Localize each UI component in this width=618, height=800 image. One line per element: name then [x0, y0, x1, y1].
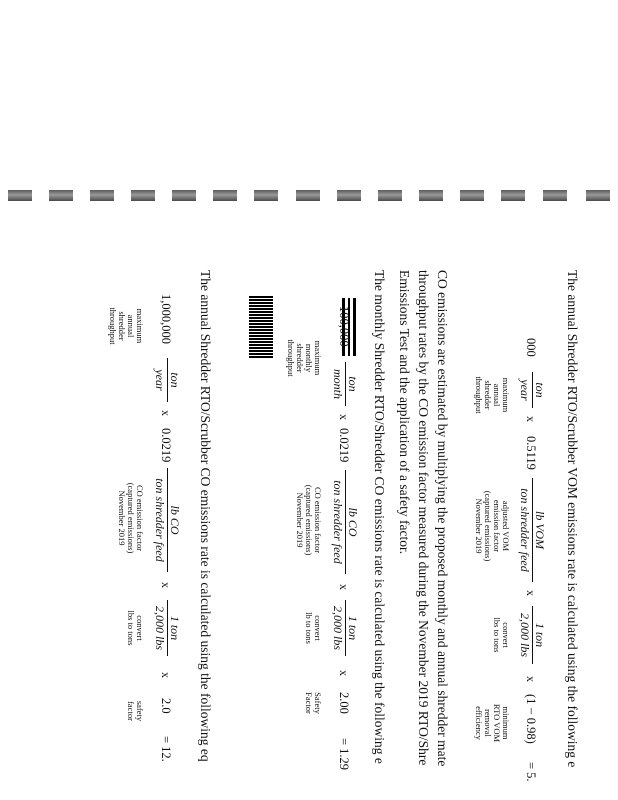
vom-label-removal: minimum RTO VOM removal efficiency: [474, 703, 511, 743]
vom-label-throughput: maximum annual shredder throughput: [474, 376, 511, 414]
redaction-mark: [353, 298, 356, 356]
times-operator: x: [159, 410, 173, 416]
times-operator: x: [159, 582, 173, 588]
times-operator: x: [337, 670, 351, 676]
annual-unit-2: lb CO ton shredder feed: [153, 468, 182, 572]
annual-intro-line: The annual Shredder RTO/Scrubber CO emissions rate is calculated using the following eq: [198, 270, 213, 762]
monthly-unit-2: lb CO ton shredder feed: [331, 470, 360, 574]
annual-safety: 2.0: [159, 698, 173, 714]
annual-result: = 12.: [159, 736, 173, 762]
times-operator: x: [337, 414, 351, 420]
monthly-result: = 1.29: [337, 738, 351, 771]
monthly-label-throughput: maximum monthly shredder throughput: [286, 339, 323, 377]
times-operator: x: [159, 672, 173, 678]
annual-convert: 1 ton 2,000 lbs: [153, 600, 182, 656]
co-paragraph-line-1: CO emissions are estimated by multiplying the proposed monthly and annual shredder mate: [435, 270, 450, 767]
vom-unit-1: ton year: [518, 372, 547, 408]
monthly-label-factor: CO emission factor (captured emissions) November 2019: [295, 484, 323, 556]
monthly-factor: 0.0219: [337, 428, 351, 463]
co-paragraph-line-3: Emissions Test and the application of a safety factor.: [397, 270, 412, 555]
monthly-unit-1: ton month: [331, 362, 360, 406]
times-operator: x: [524, 676, 538, 682]
vom-unit-2: lb VOM ton shredder feed: [518, 478, 547, 582]
vom-result: = 5.: [524, 762, 538, 782]
annual-label-safety: safety factor: [126, 700, 145, 722]
times-operator: x: [337, 584, 351, 590]
annual-unit-1: ton year: [153, 358, 182, 402]
times-operator: x: [524, 416, 538, 422]
monthly-lead-value: 100,000: [337, 306, 351, 347]
redaction-mark: [249, 296, 273, 358]
vom-intro-line: The annual Shredder RTO/Scrubber VOM emissions rate is calculated using the following e: [565, 270, 580, 768]
co-paragraph-line-2: throughput rates by the CO emission factor measured during the November 2019 RTO/Shre: [416, 270, 431, 766]
vom-removal: (1 − 0.98): [524, 694, 538, 744]
monthly-safety: 2.00: [337, 692, 351, 714]
monthly-label-safety: Safety Factor: [304, 692, 323, 714]
times-operator: x: [524, 590, 538, 596]
annual-label-factor: CO emission factor (captured emissions) November 2019: [117, 482, 145, 554]
vom-convert: 1 ton 2,000 lbs: [518, 606, 547, 664]
annual-label-throughput: maximum annual shredder throughput: [108, 307, 145, 345]
vom-factor: 0.5119: [524, 436, 538, 470]
annual-lead-value: 1,000,000: [159, 294, 173, 344]
vom-label-factor: adjusted VOM emission factor (captured emissions) November 2019: [474, 490, 511, 562]
annual-factor: 0.0219: [159, 428, 173, 463]
vom-label-convert: convert lbs to tons: [492, 617, 511, 653]
vom-lead-value: 000: [524, 338, 538, 357]
monthly-convert: 1 ton 2,000 lbs: [331, 600, 360, 656]
monthly-label-convert: convert lb to tons: [304, 612, 323, 644]
annual-label-convert: convert lbs to tons: [126, 610, 145, 646]
monthly-intro-line: The monthly Shredder RTO/Shredder CO emissions rate is calculated using the following e: [372, 270, 387, 764]
